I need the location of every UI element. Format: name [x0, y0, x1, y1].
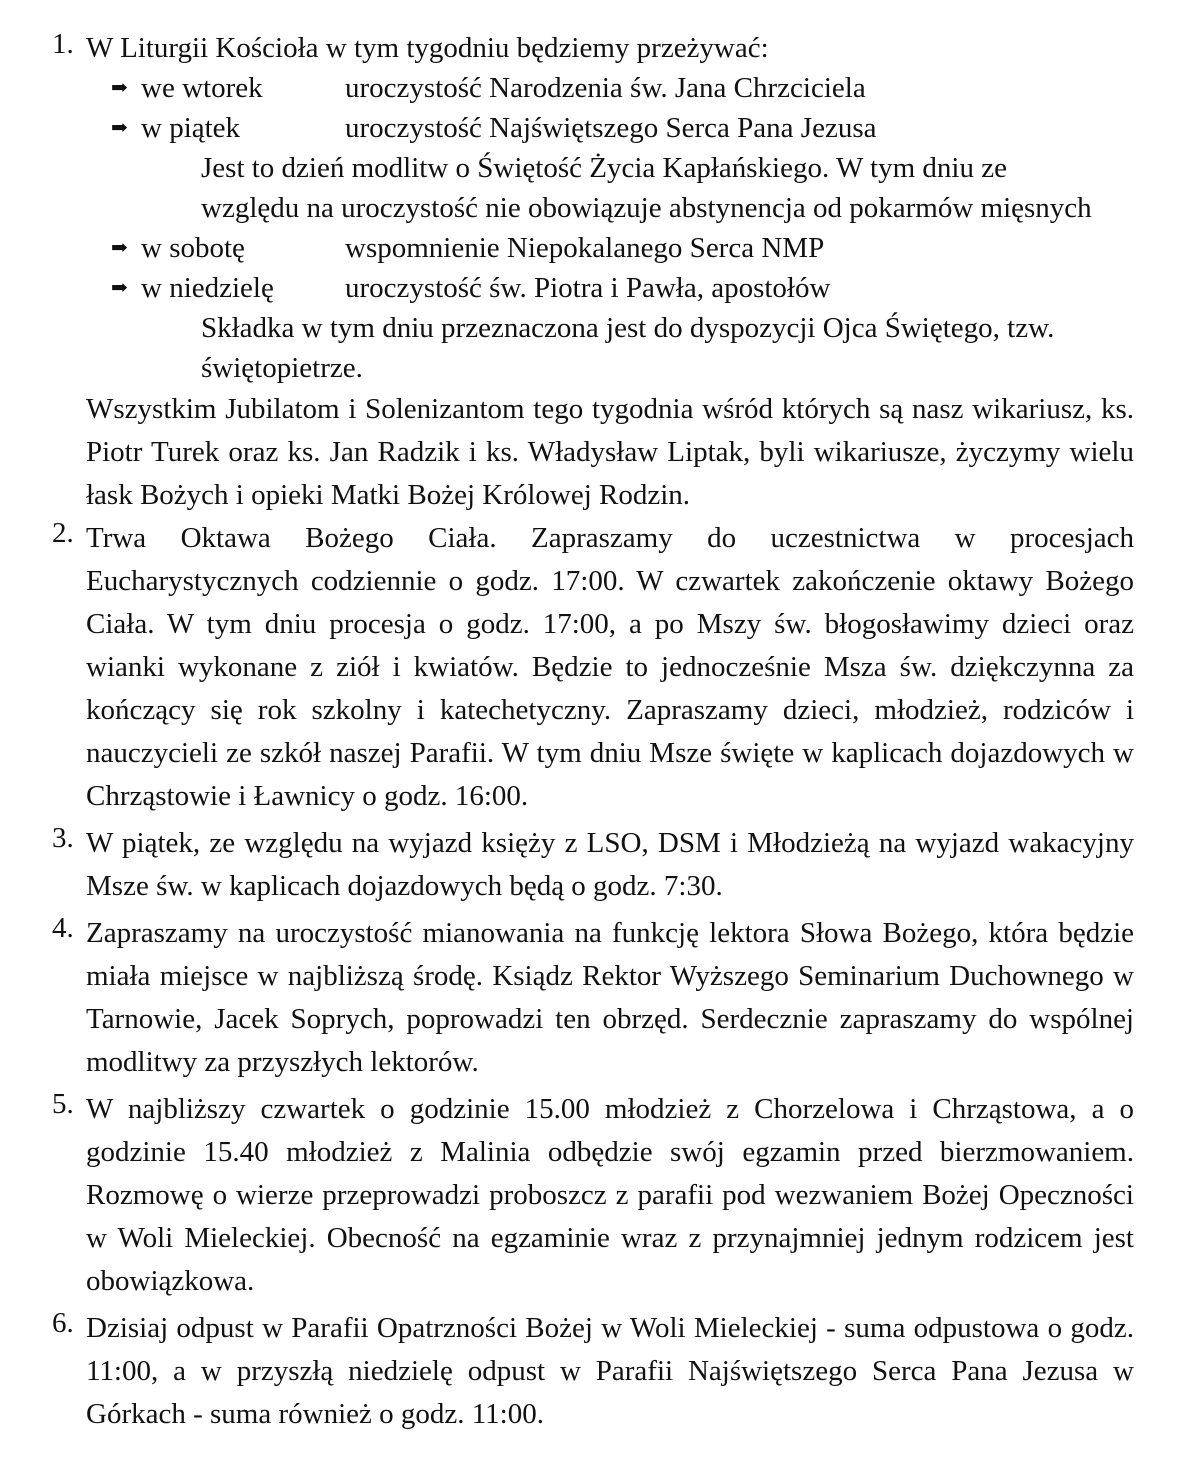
arrow-right-icon: ➡ — [111, 277, 128, 299]
feast-label: wspomnienie Niepokalanego Serca NMP — [345, 232, 825, 264]
announcement-item-1 — [0, 28, 1134, 68]
announcement-item-4 — [0, 912, 1134, 1084]
arrow-right-icon: ➡ — [111, 237, 128, 259]
item-heading: W Liturgii Kościoła w tym tygodniu będziemy przeżywać: — [86, 32, 769, 64]
item-text: Dzisiaj odpust w Parafii Opatrzności Bożej w Woli Mieleckiej - suma odpustowa o godz. 11:00, a w przyszłą niedzielę odpust w Parafii Najświętszego Serca Pana Jezusa w Górkach - suma również o godz. 11:00. — [86, 1312, 1134, 1430]
day-label: w niedzielę — [141, 272, 274, 304]
feast-label: uroczystość Narodzenia św. Jana Chrzciciela — [345, 72, 866, 104]
arrow-right-icon: ➡ — [111, 117, 128, 139]
item-number: 2. — [52, 517, 74, 549]
day-note-sunday: Składka w tym dniu przeznaczona jest do dyspozycji Ojca Świętego, tzw. świętopietrze. — [201, 312, 1055, 384]
item-text: W najbliższy czwartek o godzinie 15.00 młodzież z Chorzelowa i Chrząstowa, a o godzinie 15.40 młodzież z Malinia odbędzie swój egzamin przed bierzmowaniem. Rozmowę o wierze przeprowadzi proboszcz z parafii pod wezwaniem Bożej Opeczności w Woli Mieleckiej. Obecność na egzaminie wraz z przynajmniej jednym rodzicem jest obowiązkowa. — [86, 1093, 1134, 1297]
item-text: Zapraszamy na uroczystość mianowania na funkcję lektora Słowa Bożego, która będzie miała miejsce w najbliższą środę. Ksiądz Rektor Wyższego Seminarium Duchownego w Tarnowie, Jacek Soprych, poprowadzi ten obrzęd. Serdecznie zapraszamy do wspólnej modlitwy za przyszłych lektorów. — [86, 917, 1134, 1078]
item-text: Trwa Oktawa Bożego Ciała. Zapraszamy do uczestnictwa w procesjach Eucharystycznych codziennie o godz. 17:00. W czwartek zakończenie oktawy Bożego Ciała. W tym dniu procesja o godz. 17:00, a po Mszy św. błogosławimy dzieci oraz wianki wykonane z ziół i kwiatów. Będzie to jednocześnie Msza św. dziękczynna za kończący się rok szkolny i katechetyczny. Zapraszamy dzieci, młodzież, rodziców i nauczycieli ze szkół naszej Parafii. W tym dniu Msze święte w kaplicach dojazdowych w Chrząstowie i Ławnicy o godz. 16:00. — [86, 522, 1134, 812]
announcement-item-1-closing — [0, 388, 1134, 517]
day-note-friday: Jest to dzień modlitw o Świętość Życia Kapłańskiego. W tym dniu ze względu na uroczystość nie obowiązuje abstynencja od pokarmów mięsnych — [201, 152, 1092, 224]
item-number: 5. — [52, 1088, 74, 1120]
item-number: 4. — [52, 912, 74, 944]
announcement-item-2 — [0, 517, 1134, 818]
day-row-saturday — [0, 228, 1190, 268]
feast-label: uroczystość Najświętszego Serca Pana Jezusa — [345, 112, 877, 144]
day-label: w piątek — [141, 112, 241, 144]
item-number: 3. — [52, 822, 74, 854]
announcements-page — [0, 28, 1190, 1436]
day-row-sunday — [0, 268, 1190, 308]
announcement-item-5 — [0, 1088, 1134, 1303]
arrow-right-icon: ➡ — [111, 77, 128, 99]
item-number: 6. — [52, 1307, 74, 1339]
item-number: 1. — [52, 28, 74, 60]
item-closing-text: Wszystkim Jubilatom i Solenizantom tego tygodnia wśród których są nasz wikariusz, ks. Piotr Turek oraz ks. Jan Radzik i ks. Władysław Liptak, byli wikariusze, życzymy wielu łask Bożych i opieki Matki Bożej Królowej Rodzin. — [86, 393, 1134, 511]
day-label: we wtorek — [141, 72, 263, 104]
item-text: W piątek, ze względu na wyjazd księży z LSO, DSM i Młodzieżą na wyjazd wakacyjny Msze św. w kaplicach dojazdowych będą o godz. 7:30. — [86, 827, 1134, 902]
announcement-item-3 — [0, 822, 1134, 908]
day-row-tuesday — [0, 68, 1190, 108]
day-label: w sobotę — [141, 232, 245, 264]
announcement-item-6 — [0, 1307, 1134, 1436]
feast-label: uroczystość św. Piotra i Pawła, apostołów — [345, 272, 831, 304]
day-row-friday — [0, 108, 1190, 148]
